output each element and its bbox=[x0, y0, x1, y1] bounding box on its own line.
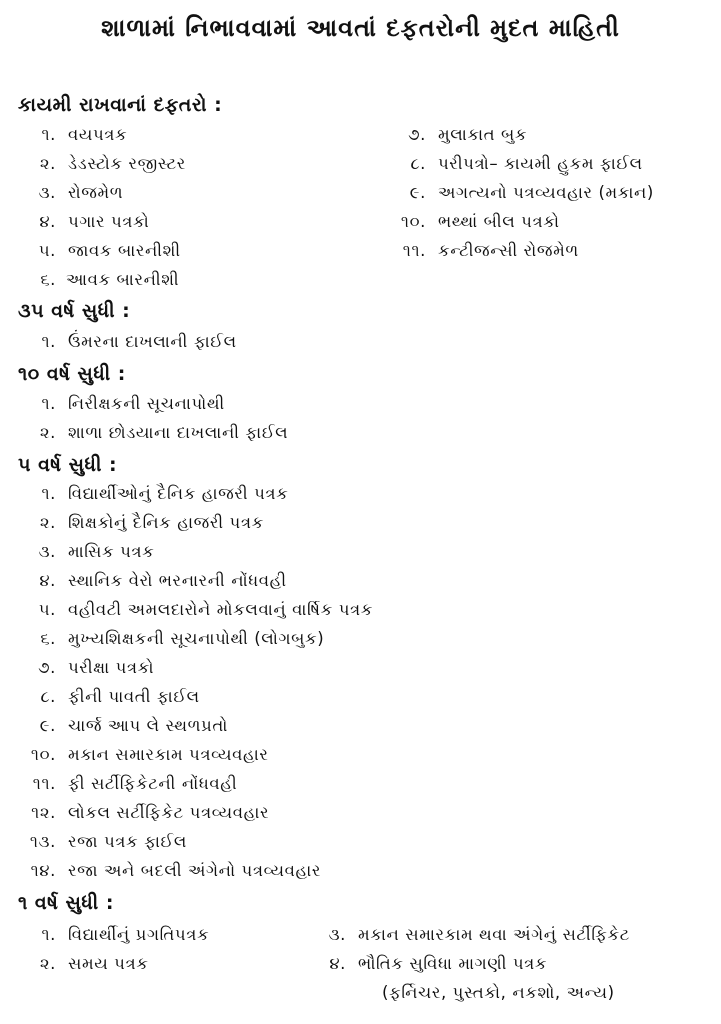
list-item: ૨. શાળા છોડયાના દાખલાની ફાઈલ bbox=[39, 423, 289, 442]
list-item: ૯. ચાર્જ આપ લે સ્થળપ્રતો bbox=[39, 716, 229, 735]
list-item: ૧૦. ભથ્થાં બીલ પત્રકો bbox=[400, 212, 560, 231]
list-item: ૨. સમય પત્રક bbox=[39, 954, 149, 973]
list-item: ૨. શિક્ષકોનું દૈનિક હાજરી પત્રક bbox=[39, 513, 264, 532]
list-item-note: (ફર્નિચર, પુસ્તકો, નકશો, અન્ય) bbox=[382, 983, 615, 1002]
list-item: ૫. જાવક બારનીશી bbox=[38, 241, 181, 260]
list-item: ૩. મકાન સમારકામ થવા અંગેનું સર્ટીફિકેટ bbox=[328, 925, 630, 944]
list-item: ૧. વિદ્યાર્થીઓનું દૈનિક હાજરી પત્રક bbox=[41, 484, 289, 503]
list-item: ૮. પરીપત્રો– કાયમી હુકમ ફાઈલ bbox=[410, 154, 643, 173]
list-item: ૭. મુલાકાત બુક bbox=[408, 125, 528, 144]
list-item: ૩. માસિક પત્રક bbox=[38, 542, 155, 561]
list-item: ૧. નિરીક્ષકની સૂચનાપોથી bbox=[41, 394, 225, 413]
list-item: ૯. અગત્યનો પત્રવ્યવહાર (મકાન) bbox=[409, 183, 654, 202]
list-item: ૪. ભૌતિક સુવિધા માગણી પત્રક bbox=[329, 954, 548, 973]
list-item: ૬. મુખ્યશિક્ષકની સૂચનાપોથી (લોગબુક) bbox=[40, 629, 325, 648]
section-heading-10-years: ૧૦ વર્ષ સુધી : bbox=[18, 363, 126, 385]
list-item: ૬. આવક બારનીશી bbox=[40, 270, 180, 289]
list-item: ૮. ફીની પાવતી ફાઈલ bbox=[40, 687, 200, 706]
list-item: ૧૦. મકાન સમારકામ પત્રવ્યવહાર bbox=[30, 745, 269, 764]
list-item: ૧૧. કન્ટીજન્સી રોજમેળ bbox=[402, 241, 579, 260]
list-item: ૪. સ્થાનિક વેરો ભરનારની નોંધવહી bbox=[39, 571, 287, 590]
list-item: ૧. વયપત્રક bbox=[41, 125, 128, 144]
section-heading-permanent: કાયમી રાખવાનાં દફતરો : bbox=[18, 94, 223, 116]
list-item: ૧૪. રજા અને બદલી અંગેનો પત્રવ્યવહાર bbox=[30, 861, 322, 880]
list-item: ૩. રોજમેળ bbox=[38, 183, 124, 202]
list-item: ૧૧. ફી સર્ટીફિકેટની નોંધવહી bbox=[32, 774, 238, 793]
section-heading-1-year: ૧ વર્ષ સુધી : bbox=[18, 892, 114, 914]
list-item: ૪. પગાર પત્રકો bbox=[39, 212, 150, 231]
list-item: ૧૨. લોકલ સર્ટીફિકેટ પત્રવ્યવહાર bbox=[31, 803, 270, 822]
list-item: ૭. પરીક્ષા પત્રકો bbox=[38, 658, 155, 677]
list-item: ૨. ડેડસ્ટોક રજીસ્ટર bbox=[39, 154, 186, 173]
list-item: ૧. વિદ્યાર્થીનું પ્રગતિપત્રક bbox=[41, 925, 210, 944]
section-heading-5-years: ૫ વર્ષ સુધી : bbox=[18, 454, 118, 476]
list-item: ૧૩. રજા પત્રક ફાઈલ bbox=[29, 832, 187, 851]
list-item: ૫. વહીવટી અમલદારોને મોકલવાનું વાર્ષિક પત્રક bbox=[38, 600, 373, 619]
page-title: શાળામાં નિભાવવામાં આવતાં દફતરોની મુદત માહિતી bbox=[101, 14, 620, 42]
list-item: ૧. ઉંમરના દાખલાની ફાઈલ bbox=[41, 332, 237, 351]
section-heading-35-years: ૩૫ વર્ષ સુધી : bbox=[18, 300, 131, 322]
